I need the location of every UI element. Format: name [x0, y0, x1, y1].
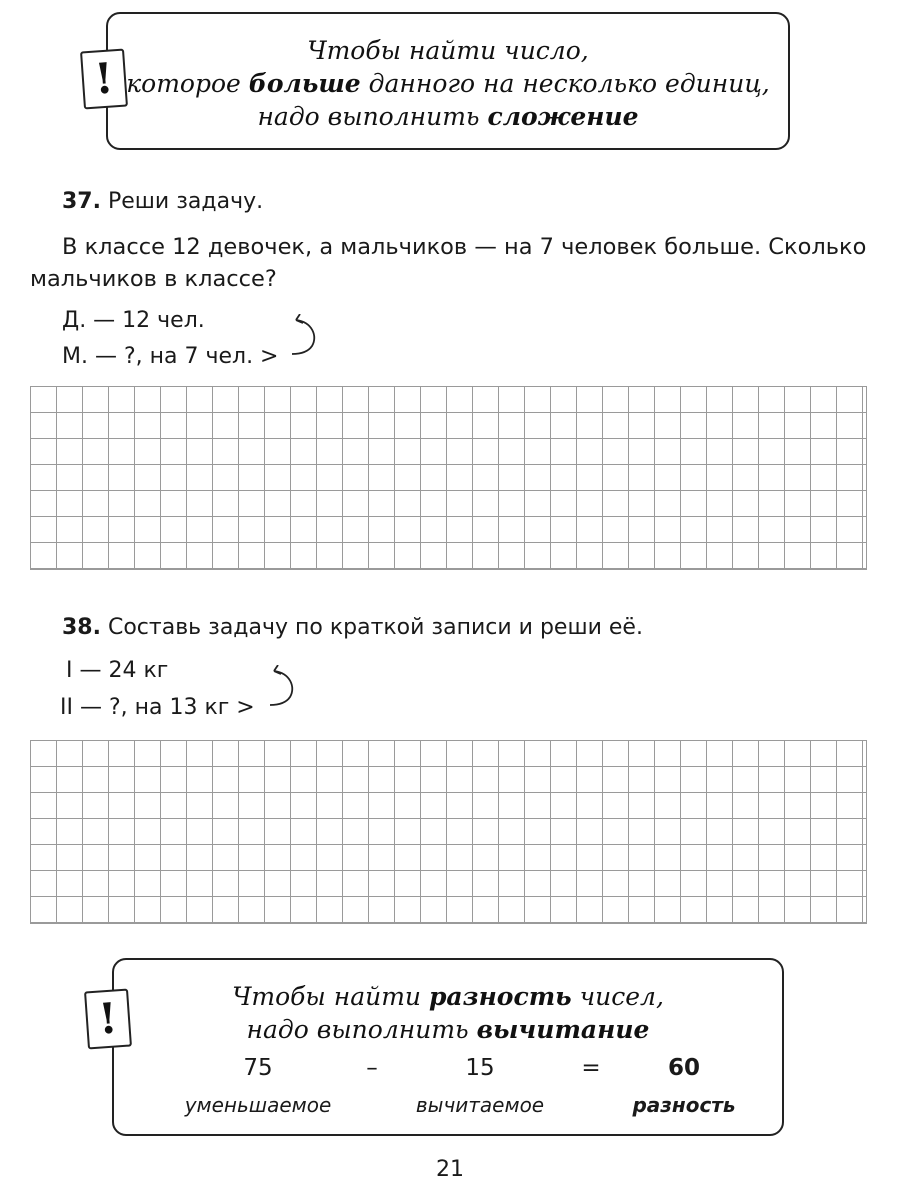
page-number: 21	[436, 1157, 464, 1182]
rule1-line1: Чтобы найти число,	[307, 36, 589, 65]
equation-difference: 60	[667, 1055, 700, 1081]
equation-minuend: 75	[243, 1055, 273, 1081]
exclamation-sticker-icon	[84, 989, 132, 1050]
task37-note-line2: М. — ?, на 7 чел. >	[62, 344, 279, 369]
caption-subtrahend: вычитаемое	[415, 1093, 545, 1117]
task37-problem-line1: В классе 12 девочек, а мальчиков — на 7 человек больше. Сколько	[62, 234, 867, 260]
curved-arrow-icon	[262, 665, 302, 715]
task37-instruction: Реши задачу.	[107, 189, 264, 214]
task37-note-line1: Д. — 12 чел.	[62, 308, 205, 333]
exclamation-sticker-icon	[80, 49, 128, 110]
rule-box-addition	[106, 12, 790, 150]
curved-arrow-icon	[284, 314, 324, 364]
rule2-line1: Чтобы найти разность чисел,	[232, 982, 664, 1011]
task37-heading	[62, 188, 263, 216]
rule1-line2: которое больше данного на несколько единиц,	[126, 69, 770, 98]
exclamation-icon: !	[93, 53, 115, 104]
caption-difference: разность	[632, 1093, 736, 1117]
rule-text-addition	[108, 14, 788, 133]
task37-problem-line2: мальчиков в классе?	[30, 266, 277, 292]
answer-grid-37[interactable]	[30, 386, 867, 570]
task37-number: 37.	[62, 189, 101, 214]
equation-subtrahend: 15	[465, 1055, 495, 1081]
rule1-line3: надо выполнить сложение	[257, 102, 639, 131]
task38-note-line1: I — 24 кг	[66, 658, 169, 683]
caption-minuend: уменьшаемое	[184, 1093, 332, 1117]
task38-number: 38.	[62, 615, 101, 640]
task38-heading	[62, 614, 643, 642]
rule-text-subtraction	[114, 960, 782, 1046]
answer-grid-38[interactable]	[30, 740, 867, 924]
equation-minus: –	[366, 1055, 378, 1081]
equation-equals: =	[581, 1055, 601, 1081]
task38-note-line2: II — ?, на 13 кг >	[60, 695, 255, 720]
rule2-line2: надо выполнить вычитание	[246, 1015, 650, 1044]
exclamation-icon: !	[97, 993, 119, 1044]
task38-instruction: Составь задачу по краткой записи и реши её.	[107, 615, 643, 640]
